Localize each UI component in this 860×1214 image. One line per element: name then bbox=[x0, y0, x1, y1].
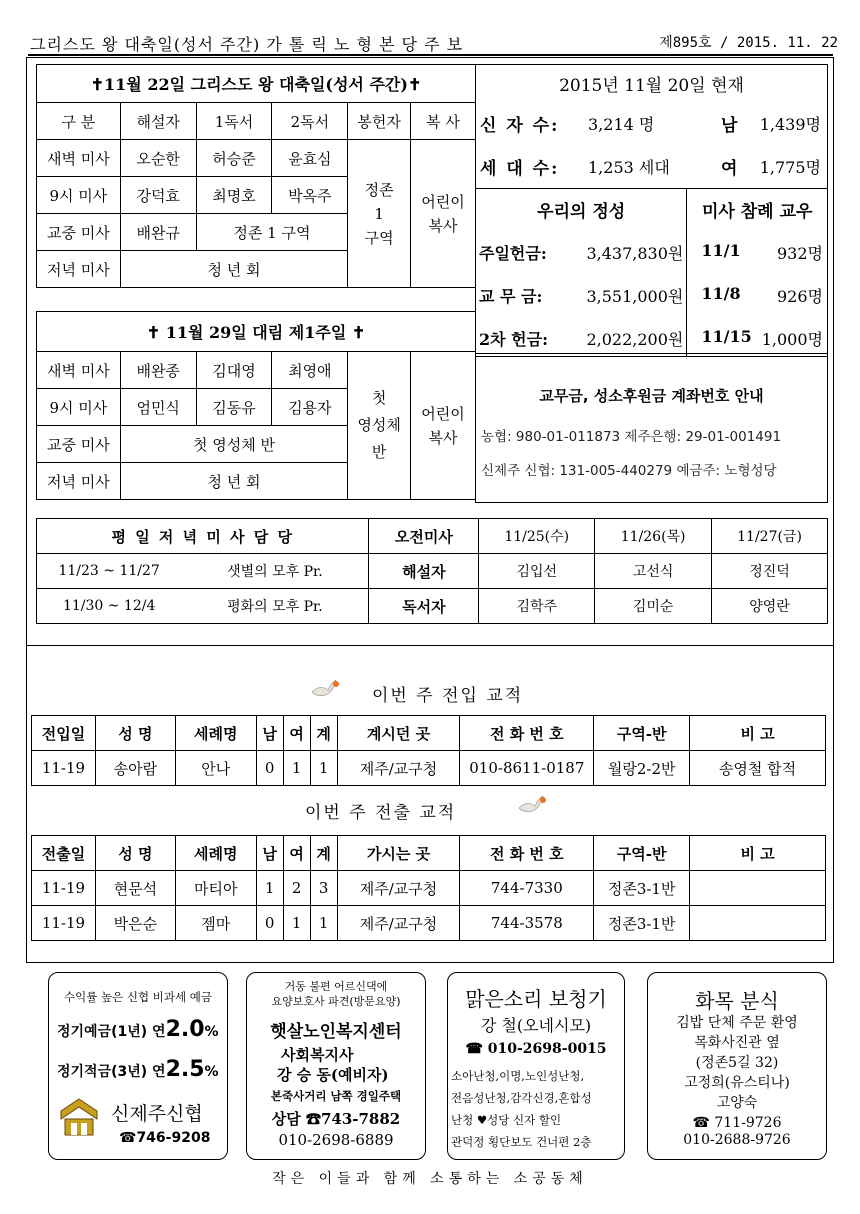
header-divider bbox=[28, 54, 833, 56]
ad-line: 고양숙 bbox=[716, 1095, 758, 1111]
district-cell: 월랑2-2반 bbox=[594, 751, 690, 786]
phone-cell: 010-8611-0187 bbox=[460, 751, 594, 786]
female-cell: 1 bbox=[283, 751, 310, 786]
header-cell: 전 화 번 호 bbox=[460, 716, 594, 751]
district-cell: 정존3-1반 bbox=[594, 871, 690, 906]
table-row bbox=[37, 589, 828, 624]
bulletin-header bbox=[30, 30, 838, 54]
note-cell bbox=[690, 906, 826, 941]
dove-icon bbox=[310, 678, 340, 700]
female-value: 1,775명 bbox=[759, 157, 821, 177]
table-row bbox=[37, 352, 476, 389]
commentator: 강덕효 bbox=[120, 177, 196, 214]
total-cell: 1 bbox=[310, 906, 337, 941]
attendance-row: 11/8 926명 bbox=[687, 271, 828, 317]
table-row bbox=[32, 871, 826, 906]
male-value: 1,439명 bbox=[759, 114, 821, 134]
total-cell: 1 bbox=[310, 751, 337, 786]
schedule-header-row bbox=[37, 103, 476, 140]
reader-2: 윤효심 bbox=[272, 140, 348, 177]
header-cell: 구역-반 bbox=[594, 716, 690, 751]
commentator: 오순한 bbox=[120, 140, 196, 177]
issue-number: 제895호 / 2015. 11. 22 bbox=[659, 35, 838, 51]
header-cell: 여 bbox=[283, 836, 310, 871]
person: 고선식 bbox=[595, 554, 712, 589]
mass-name: 교중 미사 bbox=[37, 214, 121, 251]
schedule-title: ✝ 11월 29일 대림 제1주일 ✝ bbox=[37, 312, 476, 352]
role: 해설자 bbox=[369, 554, 479, 589]
phone: ☎ 010-2698-0015 bbox=[465, 1041, 607, 1057]
reader-1: 최명호 bbox=[196, 177, 272, 214]
person: 강 승 동(예비자) bbox=[277, 1066, 389, 1084]
phone-cell: 744-3578 bbox=[460, 906, 594, 941]
believers-value: 3,214 명 bbox=[588, 114, 655, 134]
savings-rate: 정기적금(3년) 연2.5% bbox=[57, 1057, 219, 1082]
transfer-in-heading bbox=[310, 678, 570, 708]
offering-title: 우리의 정성 bbox=[476, 189, 687, 231]
offering-row: 주일헌금: 3,437,830원 bbox=[476, 231, 687, 271]
date-cell: 11/26(목) bbox=[595, 519, 712, 554]
female-label: 여 bbox=[721, 158, 738, 179]
parish-stats bbox=[475, 64, 828, 357]
group-name: 첫 영성체 반 bbox=[120, 426, 347, 463]
desc-line: 전음성난청,감각신경,혼합성 bbox=[451, 1091, 592, 1105]
header-row bbox=[32, 716, 826, 751]
desc-line: 관덕정 횡단보도 건너편 2층 bbox=[451, 1135, 592, 1149]
destination-cell: 제주/교구청 bbox=[337, 906, 460, 941]
transfer-out-table bbox=[31, 835, 826, 941]
person: 김미순 bbox=[595, 589, 712, 624]
header-cell: 세례명 bbox=[175, 716, 256, 751]
shop-name: 화목 분식 bbox=[695, 989, 779, 1013]
header-cell: 여 bbox=[283, 716, 310, 751]
header-cell: 봉헌자 bbox=[348, 103, 411, 140]
reader-1: 김대영 bbox=[196, 352, 272, 389]
account-title: 교무금, 성소후원금 계좌번호 안내 bbox=[539, 387, 764, 405]
baptism-name-cell: 마티아 bbox=[175, 871, 256, 906]
header-cell: 2독서 bbox=[272, 103, 348, 140]
shop-name: 맑은소리 보청기 bbox=[465, 987, 607, 1011]
period: 11/30 ~ 12/4 bbox=[37, 589, 182, 624]
female-cell: 2 bbox=[283, 871, 310, 906]
table-row bbox=[32, 906, 826, 941]
header-cell: 전 화 번 호 bbox=[460, 836, 594, 871]
stats-title: 2015년 11월 20일 현재 bbox=[476, 65, 828, 103]
header-row bbox=[32, 836, 826, 871]
header-cell: 구 분 bbox=[37, 103, 121, 140]
mobile-phone: 010-2698-6889 bbox=[278, 1131, 394, 1149]
ad-line-2: 요양보호사 파견(방문요양) bbox=[271, 995, 401, 1008]
person: 김학주 bbox=[479, 589, 595, 624]
server-group: 어린이 복사 bbox=[411, 352, 476, 500]
person: 정진덕 bbox=[712, 554, 828, 589]
mass-schedule-nov29 bbox=[36, 311, 476, 500]
destination-cell: 제주/교구청 bbox=[337, 871, 460, 906]
date-cell: 11-19 bbox=[32, 906, 96, 941]
phone: ☎ 711-9726 bbox=[692, 1115, 782, 1131]
female-cell: 1 bbox=[283, 906, 310, 941]
name-cell: 송아람 bbox=[95, 751, 175, 786]
ad-hearing-aid bbox=[447, 972, 625, 1160]
evening-mass-header: 평 일 저 녁 미 사 담 당 bbox=[37, 519, 369, 554]
origin-cell: 제주/교구청 bbox=[337, 751, 460, 786]
header-cell: 1독서 bbox=[196, 103, 272, 140]
reader-1: 김동유 bbox=[196, 389, 272, 426]
account-line-1: 농협: 980-01-011873 제주은행: 29-01-001491 bbox=[481, 429, 782, 445]
role: 사회복지사 bbox=[281, 1046, 354, 1064]
header-cell: 남 bbox=[256, 716, 283, 751]
phone-cell: 744-7330 bbox=[460, 871, 594, 906]
date-cell: 11-19 bbox=[32, 871, 96, 906]
reader-1: 허승준 bbox=[196, 140, 272, 177]
header-cell: 해설자 bbox=[120, 103, 196, 140]
mass-schedule-nov22 bbox=[36, 64, 476, 288]
mass-name: 저녁 미사 bbox=[37, 463, 121, 500]
header-cell: 비 고 bbox=[690, 716, 826, 751]
commentator: 엄민식 bbox=[120, 389, 196, 426]
mass-name: 교중 미사 bbox=[37, 426, 121, 463]
mass-name: 새벽 미사 bbox=[37, 140, 121, 177]
header-cell: 가시는 곳 bbox=[337, 836, 460, 871]
male-cell: 0 bbox=[256, 906, 283, 941]
offering-row: 2차 헌금: 2,022,200원 bbox=[476, 317, 687, 357]
group-name: 청 년 회 bbox=[120, 251, 347, 288]
attendance-row: 11/15 1,000명 bbox=[687, 317, 828, 357]
ad-credit-union bbox=[48, 972, 228, 1160]
header-cell: 계 bbox=[310, 836, 337, 871]
male-cell: 1 bbox=[256, 871, 283, 906]
offering-group: 정존 1 구역 bbox=[348, 140, 411, 288]
account-info bbox=[475, 353, 828, 503]
date-cell: 11-19 bbox=[32, 751, 96, 786]
reader-2: 박옥주 bbox=[272, 177, 348, 214]
desc-line: 난청 ♥성당 신자 할인 bbox=[451, 1113, 562, 1127]
dove-icon bbox=[517, 794, 547, 816]
owner: 강 철(오네시모) bbox=[480, 1016, 592, 1035]
readers: 정존 1 구역 bbox=[196, 214, 348, 251]
consult-phone: 상담 ☎743-7882 bbox=[271, 1110, 401, 1128]
households-label: 세 대 수: bbox=[480, 158, 560, 179]
note-cell bbox=[690, 871, 826, 906]
male-label: 남 bbox=[721, 115, 738, 136]
footer-slogan: 작은 이들과 함께 소통하는 소공동체 bbox=[272, 1171, 588, 1187]
table-row bbox=[32, 751, 826, 786]
attendance-row: 11/1 932명 bbox=[687, 231, 828, 271]
attendance-title: 미사 참례 교우 bbox=[687, 189, 828, 231]
group-name: 청 년 회 bbox=[120, 463, 347, 500]
credit-union-phone: ☎746-9208 bbox=[119, 1130, 211, 1146]
date-cell: 11/25(수) bbox=[479, 519, 595, 554]
person: 양영란 bbox=[712, 589, 828, 624]
account-line-2: 신제주 신협: 131-005-440279 예금주: 노형성당 bbox=[481, 463, 777, 479]
believers-label: 신 자 수: bbox=[480, 115, 560, 136]
baptism-name-cell: 안나 bbox=[175, 751, 256, 786]
ad-line: (정존5길 32) bbox=[695, 1055, 779, 1071]
mass-name: 9시 미사 bbox=[37, 177, 121, 214]
prayer-group: 샛별의 모후 Pr. bbox=[181, 554, 369, 589]
header-cell: 전입일 bbox=[32, 716, 96, 751]
offering-group: 첫 영성체 반 bbox=[348, 352, 411, 500]
transfer-out-title: 이번 주 전출 교적 bbox=[305, 803, 457, 823]
district-cell: 정존3-1반 bbox=[594, 906, 690, 941]
header-cell: 세례명 bbox=[175, 836, 256, 871]
ad-tagline: 수익률 높은 신협 비과세 예금 bbox=[64, 990, 212, 1004]
total-cell: 3 bbox=[310, 871, 337, 906]
ad-welfare-center bbox=[246, 972, 426, 1160]
transfer-in-table bbox=[31, 715, 826, 786]
schedule-title: ✝11월 22일 그리스도 왕 대축일(성서 주간)✝ bbox=[37, 65, 476, 103]
table-row bbox=[37, 140, 476, 177]
role: 독서자 bbox=[369, 589, 479, 624]
deposit-rate: 정기예금(1년) 연2.0% bbox=[57, 1017, 219, 1042]
header-cell: 비 고 bbox=[690, 836, 826, 871]
prayer-group: 평화의 모후 Pr. bbox=[181, 589, 369, 624]
transfer-in-title: 이번 주 전입 교적 bbox=[372, 686, 524, 706]
ad-snack-bar bbox=[647, 972, 827, 1160]
table-row bbox=[37, 554, 828, 589]
offering-row: 교 무 금: 3,551,000원 bbox=[476, 271, 687, 317]
mass-name: 저녁 미사 bbox=[37, 251, 121, 288]
header-cell: 남 bbox=[256, 836, 283, 871]
center-name: 햇살노인복지센터 bbox=[270, 1022, 402, 1042]
bulletin-title: 그리스도 왕 대축일(성서 주간) 가 톨 릭 노 형 본 당 주 보 bbox=[30, 35, 464, 54]
name-cell: 박은순 bbox=[95, 906, 175, 941]
credit-union-logo-icon bbox=[59, 1097, 99, 1139]
male-cell: 0 bbox=[256, 751, 283, 786]
ad-line: 고정희(유스티나) bbox=[684, 1075, 790, 1091]
credit-union-name: 신제주신협 bbox=[111, 1103, 203, 1125]
date-cell: 11/27(금) bbox=[712, 519, 828, 554]
commentator: 배완종 bbox=[120, 352, 196, 389]
server-group: 어린이 복사 bbox=[411, 140, 476, 288]
weekday-mass-table bbox=[36, 518, 828, 624]
reader-2: 최영애 bbox=[272, 352, 348, 389]
address: 본죽사거리 남쪽 경일주택 bbox=[270, 1089, 402, 1103]
header-cell: 성 명 bbox=[95, 836, 175, 871]
morning-mass-header: 오전미사 bbox=[369, 519, 479, 554]
mobile: 010-2688-9726 bbox=[683, 1132, 791, 1148]
ad-line: 목화사진관 옆 bbox=[694, 1035, 780, 1051]
header-cell: 구역-반 bbox=[594, 836, 690, 871]
households-value: 1,253 세대 bbox=[588, 157, 670, 177]
desc-line: 소아난청,이명,노인성난청, bbox=[451, 1069, 585, 1083]
baptism-name-cell: 젬마 bbox=[175, 906, 256, 941]
note-cell: 송영철 합적 bbox=[690, 751, 826, 786]
header-cell: 전출일 bbox=[32, 836, 96, 871]
person: 김입선 bbox=[479, 554, 595, 589]
period: 11/23 ~ 11/27 bbox=[37, 554, 182, 589]
transfer-out-heading bbox=[305, 794, 565, 824]
header-cell: 계 bbox=[310, 716, 337, 751]
mass-name: 새벽 미사 bbox=[37, 352, 121, 389]
commentator: 배완규 bbox=[120, 214, 196, 251]
ad-line: 김밥 단체 주문 환영 bbox=[676, 1015, 798, 1031]
name-cell: 현문석 bbox=[95, 871, 175, 906]
reader-2: 김용자 bbox=[272, 389, 348, 426]
header-cell: 계시던 곳 bbox=[337, 716, 460, 751]
mass-name: 9시 미사 bbox=[37, 389, 121, 426]
header-cell: 성 명 bbox=[95, 716, 175, 751]
header-cell: 복 사 bbox=[411, 103, 476, 140]
ad-line-1: 거동 불편 어르신댁에 bbox=[284, 980, 388, 993]
